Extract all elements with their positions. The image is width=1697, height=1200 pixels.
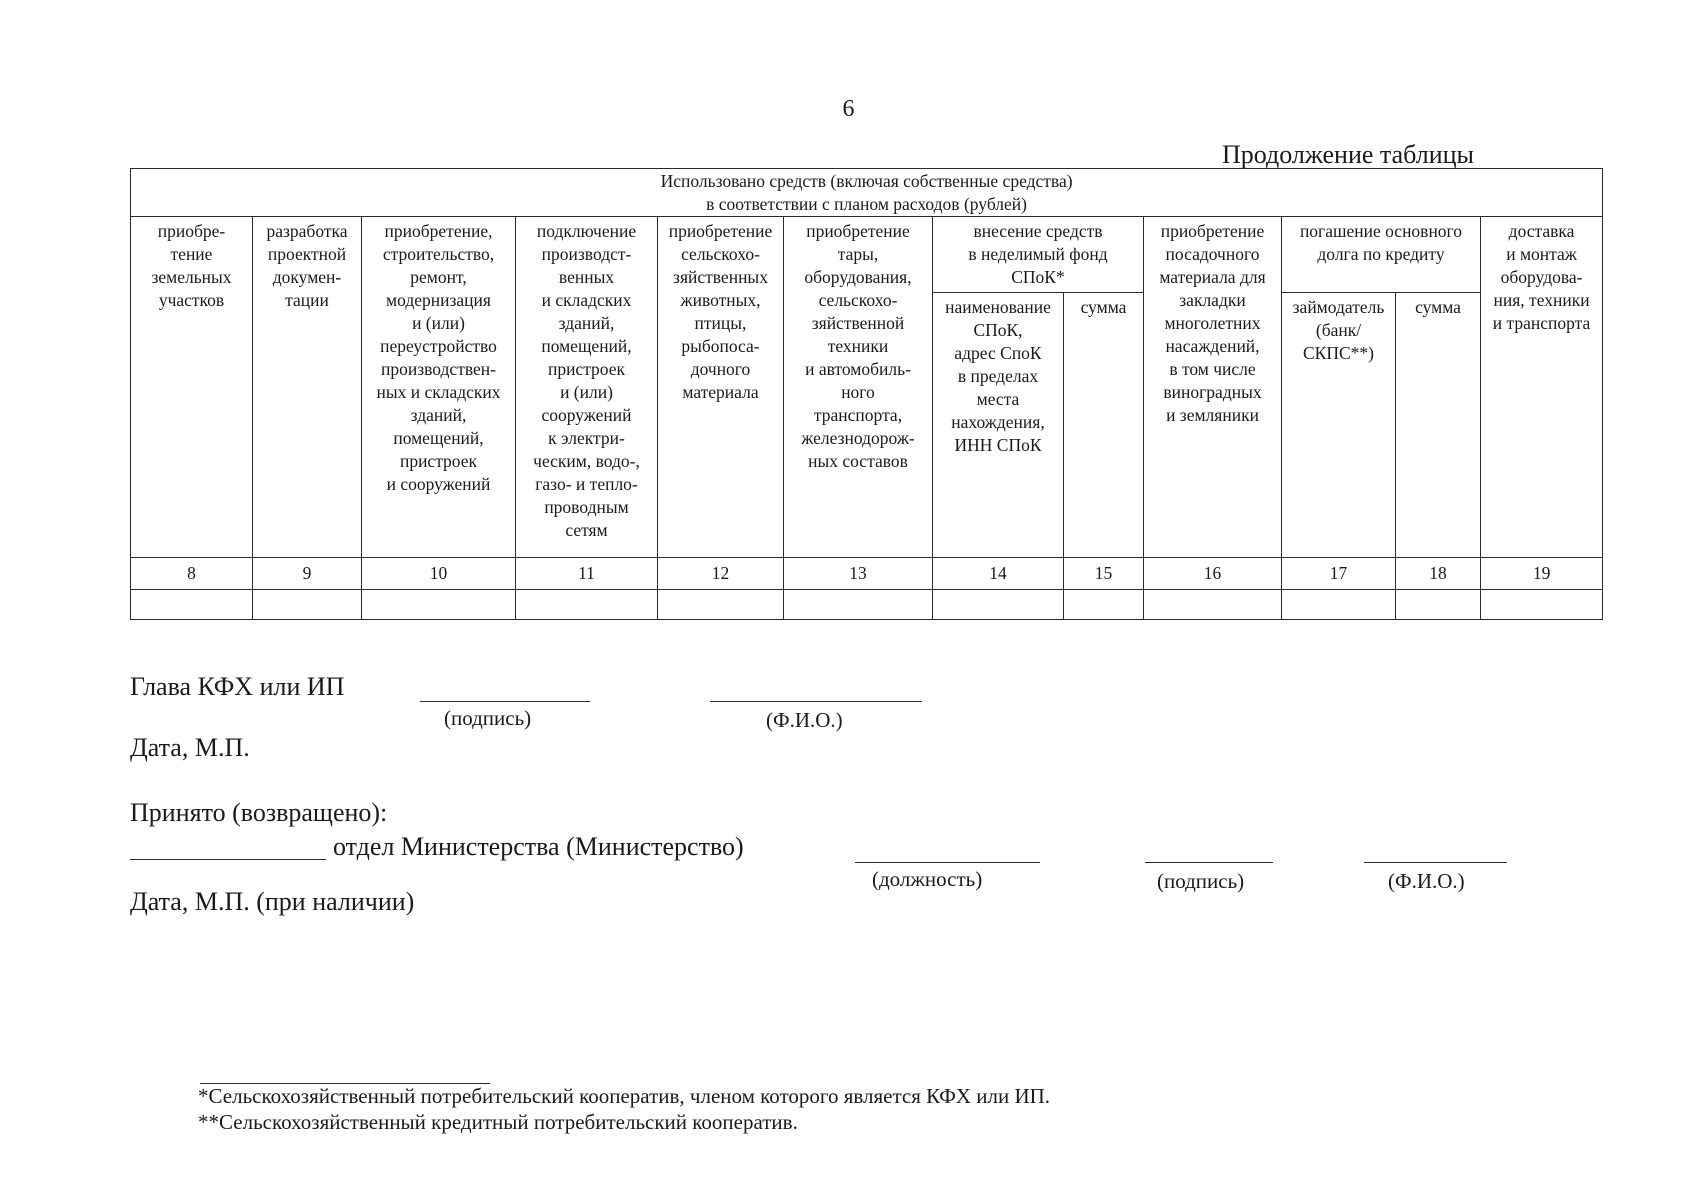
empty-cell	[1396, 590, 1481, 620]
table-continuation-label: Продолжение таблицы	[1222, 140, 1474, 169]
col-number-19: 19	[1481, 558, 1603, 590]
department-label: отдел Министерства (Министерство)	[333, 832, 744, 861]
col-number-18: 18	[1396, 558, 1481, 590]
page-number: 6	[842, 96, 855, 122]
col-17-header: займодатель (банк/ СКПС**)	[1282, 293, 1396, 558]
signature-caption: (подпись)	[444, 706, 532, 730]
date-label: Дата, М.П.	[130, 733, 250, 762]
position-caption: (должность)	[872, 867, 983, 891]
signature-line	[420, 701, 590, 702]
table-main-header	[131, 169, 1603, 217]
col-16-header: приобретение посадочного материала для закладки многолетних насаждений, в том числе виноградных и земляники	[1144, 217, 1282, 558]
fio-line	[710, 701, 922, 702]
col-9-header: разработка проектной докумен- тации	[253, 217, 362, 558]
expense-table	[130, 168, 1603, 620]
col-number-8: 8	[131, 558, 253, 590]
col-19-header: доставка и монтаж оборудова- ния, техники и транспорта	[1481, 217, 1603, 558]
signature-line-2	[1145, 862, 1273, 863]
header-line-1: Использовано средств (включая собственные средства)	[660, 170, 1073, 191]
col-number-16: 16	[1144, 558, 1282, 590]
department-name-line	[130, 859, 326, 860]
accepted-label: Принято (возвращено):	[130, 798, 388, 827]
col-number-14: 14	[933, 558, 1064, 590]
col-number-17: 17	[1282, 558, 1396, 590]
credit-repayment-group-header: погашение основного долга по кредиту	[1282, 217, 1481, 293]
col-number-9: 9	[253, 558, 362, 590]
signature-caption-2: (подпись)	[1157, 869, 1245, 893]
empty-cell	[1282, 590, 1396, 620]
col-10-header: приобретение, строительство, ремонт, модернизация и (или) переустройство производствен- ных и складских зданий, помещений, пристроек и сооружений	[362, 217, 516, 558]
col-number-15: 15	[1064, 558, 1144, 590]
empty-cell	[1064, 590, 1144, 620]
header-line-2: в соответствии с планом расходов (рублей)	[706, 193, 1027, 214]
empty-cell	[253, 590, 362, 620]
footnote-1: *Сельскохозяйственный потребительский кооператив, членом которого является КФХ или ИП.	[198, 1084, 1051, 1108]
col-number-12: 12	[658, 558, 784, 590]
date-label-2: Дата, М.П. (при наличии)	[130, 887, 415, 916]
fio-caption: (Ф.И.О.)	[766, 708, 843, 732]
empty-cell	[933, 590, 1064, 620]
fio-line-2	[1364, 862, 1507, 863]
col-13-header: приобретение тары, оборудования, сельскохо- зяйственной техники и автомобиль- ного транспорта, железнодорож- ных составов	[784, 217, 933, 558]
footnote-2: **Сельскохозяйственный кредитный потребительский кооператив.	[198, 1110, 798, 1134]
empty-cell	[516, 590, 658, 620]
col-number-13: 13	[784, 558, 933, 590]
head-label: Глава КФХ или ИП	[130, 672, 345, 701]
position-line	[855, 862, 1040, 863]
col-number-10: 10	[362, 558, 516, 590]
col-18-header: сумма	[1396, 293, 1481, 558]
empty-cell	[362, 590, 516, 620]
empty-cell	[1481, 590, 1603, 620]
empty-cell	[784, 590, 933, 620]
fio-caption-2: (Ф.И.О.)	[1388, 869, 1465, 893]
spok-fund-group-header: внесение средств в неделимый фонд СПоК*	[933, 217, 1144, 293]
col-12-header: приобретение сельскохо- зяйственных животных, птицы, рыбопоса- дочного материала	[658, 217, 784, 558]
empty-cell	[658, 590, 784, 620]
col-number-11: 11	[516, 558, 658, 590]
col-14-header: наименование СПоК, адрес СпоК в пределах места нахождения, ИНН СПоК	[933, 293, 1064, 558]
empty-cell	[131, 590, 253, 620]
col-15-header: сумма	[1064, 293, 1144, 558]
empty-cell	[1144, 590, 1282, 620]
col-11-header: подключение производст- венных и складских зданий, помещений, пристроек и (или) сооружений к электри- ческим, водо-, газо- и тепло- проводным сетям	[516, 217, 658, 558]
col-8-header: приобре- тение земельных участков	[131, 217, 253, 558]
